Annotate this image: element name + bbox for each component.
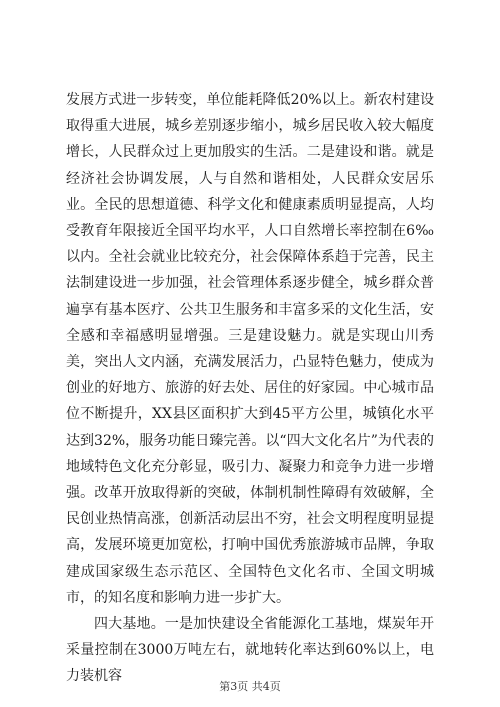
document-body	[66, 87, 434, 690]
body-paragraph-2: 四大基地。一是加快建设全省能源化工基地，煤炭年开采量控制在3000万吨左右，就地转化率达到60%以上，电力装机容	[66, 616, 434, 685]
page-footer: 第3页 共4页	[219, 680, 281, 693]
body-paragraph-1: 发展方式进一步转变，单位能耗降低20%以上。新农村建设取得重大进展，城乡差别逐步缩小，城乡居民收入较大幅度增长，人民群众过上更加殷实的生活。二是建设和谐。就是经济社会协调发展，人与自然和谐相处，人民群众安居乐业。全民的思想道德、科学文化和健康素质明显提高，人均受教育年限接近全国平均水平，人口自然增长率控制在6‰以内。全社会就业比较充分，社会保障体系趋于完善，民主法制建设进一步加强，社会管理体系逐步健全，城乡群众普遍享有基本医疗、公共卫生服务和丰富多采的文化生活，安全感和幸福感明显增强。三是建设魅力。就是实现山川秀美，突出人文内涵，充满发展活力，凸显特色魅力，使成为创业的好地方、旅游的好去处、居住的好家园。中心城市品位不断提升，XX县区面积扩大到45平方公里，城镇化水平达到32%，服务功能日臻完善。以“四大文化名片”为代表的地域特色文化充分彰显，吸引力、凝聚力和竞争力进一步增强。改革开放取得新的突破，体制机制性障碍有效破解，全民创业热情高涨，创新活动层出不穷，社会文明程度明显提高，发展环境更加宽松，打响中国优秀旅游城市品牌，争取建成国家级生态示范区、全国特色文化名市、全国文明城市，的知名度和影响力进一步扩大。	[66, 92, 434, 606]
